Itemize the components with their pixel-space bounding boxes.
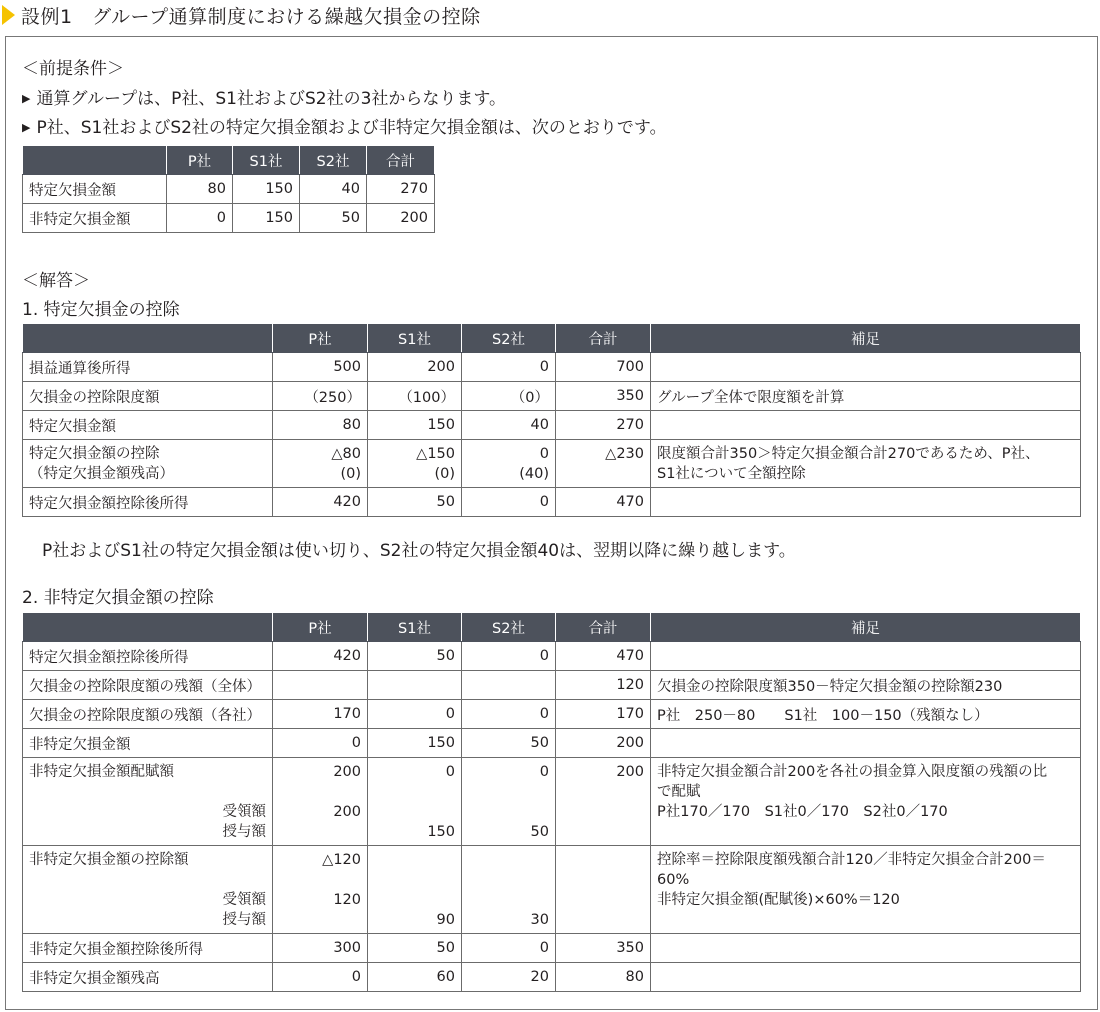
row-label bbox=[23, 440, 273, 488]
cell-p-line-1: 200 bbox=[333, 764, 361, 780]
cell-p-line-1: △80 bbox=[331, 445, 361, 462]
cell-p-line-2: 200 bbox=[333, 804, 361, 820]
cell-total: 200 bbox=[556, 729, 651, 758]
row-label-main: 非特定欠損金額配賦額 bbox=[29, 764, 174, 780]
premise-bullet-2 bbox=[22, 113, 667, 138]
row-label: 特定欠損金額控除後所得 bbox=[23, 642, 273, 671]
table-row bbox=[23, 353, 1081, 382]
premise-heading: ＜前提条件＞ bbox=[22, 59, 124, 79]
cell-s1: 150 bbox=[368, 411, 462, 440]
cell-note bbox=[651, 642, 1081, 671]
header-cell: 補足 bbox=[651, 613, 1081, 642]
cell-s2: 0 bbox=[462, 642, 556, 671]
cell-note-line-2: で配賦 bbox=[657, 784, 701, 800]
cell-p bbox=[273, 758, 368, 846]
cell-s2: 0 bbox=[462, 700, 556, 729]
premise-bullet-1 bbox=[22, 84, 506, 109]
cell-p bbox=[273, 671, 368, 700]
row-label: 欠損金の控除限度額 bbox=[23, 382, 273, 411]
cell-s1 bbox=[368, 671, 462, 700]
cell-s2 bbox=[462, 758, 556, 846]
cell-s1: （100） bbox=[368, 382, 462, 411]
cell-s1-line-1: 0 bbox=[445, 764, 455, 780]
cell-s1-line-3: 150 bbox=[427, 824, 455, 840]
cell-note bbox=[651, 411, 1081, 440]
cell-note: P社 250－80 S1社 100－150（残額なし） bbox=[651, 700, 1081, 729]
cell-s2: 20 bbox=[462, 963, 556, 992]
table-header-row bbox=[23, 146, 435, 175]
row-sublabel-given: 授与額 bbox=[222, 824, 266, 840]
table-row bbox=[23, 963, 1081, 992]
cell-total: 700 bbox=[556, 353, 651, 382]
cell: 50 bbox=[300, 204, 367, 233]
cell-total: 470 bbox=[556, 642, 651, 671]
cell-s1: 200 bbox=[368, 353, 462, 382]
row-label-line-1: 特定欠損金額の控除 bbox=[29, 445, 160, 462]
row-sublabel-given: 授与額 bbox=[222, 912, 266, 928]
cell-p bbox=[273, 846, 368, 934]
header-cell: P社 bbox=[273, 324, 368, 353]
row-label-line-2: （特定欠損金額残高） bbox=[29, 465, 174, 482]
cell-p: （250） bbox=[273, 382, 368, 411]
cell-note bbox=[651, 963, 1081, 992]
header-cell: S2社 bbox=[462, 324, 556, 353]
cell-total: 80 bbox=[556, 963, 651, 992]
cell-p: 0 bbox=[273, 729, 368, 758]
table-row bbox=[23, 488, 1081, 517]
header-cell: S2社 bbox=[300, 146, 367, 175]
row-sublabel-received: 受領額 bbox=[222, 892, 266, 908]
cell-s1: 50 bbox=[368, 642, 462, 671]
cell-s1: 150 bbox=[368, 729, 462, 758]
cell-p: 300 bbox=[273, 934, 368, 963]
header-cell: 補足 bbox=[651, 324, 1081, 353]
cell-total bbox=[556, 846, 651, 934]
specific-loss-table bbox=[22, 323, 1081, 517]
cell: 200 bbox=[367, 204, 435, 233]
row-sublabel-received: 受領額 bbox=[222, 804, 266, 820]
cell-p: 420 bbox=[273, 642, 368, 671]
page-title: 設例1 グループ通算制度における繰越欠損金の控除 bbox=[21, 5, 481, 28]
row-label bbox=[23, 846, 273, 934]
header-cell: S1社 bbox=[233, 146, 300, 175]
header-cell: 合計 bbox=[556, 324, 651, 353]
cell-s2: 40 bbox=[462, 411, 556, 440]
row-label: 欠損金の控除限度額の残額（全体） bbox=[23, 671, 273, 700]
cell-s1-line-1: △150 bbox=[416, 445, 455, 462]
cell-s1: 50 bbox=[368, 488, 462, 517]
header-cell bbox=[23, 613, 273, 642]
cell-s2-line-2: (40) bbox=[519, 465, 549, 482]
cell-s1 bbox=[368, 440, 462, 488]
header-cell: S1社 bbox=[368, 613, 462, 642]
table-row bbox=[23, 671, 1081, 700]
carryover-note: P社およびS1社の特定欠損金額は使い切り、S2社の特定欠損金額40は、翌期以降に繰り越します。 bbox=[42, 541, 796, 561]
cell-s2-line-3: 30 bbox=[530, 912, 549, 928]
cell-total: 470 bbox=[556, 488, 651, 517]
header-cell: 合計 bbox=[556, 613, 651, 642]
row-label: 非特定欠損金額 bbox=[23, 729, 273, 758]
header-cell: S1社 bbox=[368, 324, 462, 353]
table-header-row bbox=[23, 613, 1081, 642]
cell: 270 bbox=[367, 175, 435, 204]
header-cell bbox=[23, 324, 273, 353]
cell-total: △230 bbox=[556, 440, 651, 488]
cell-note-line-1: 控除率＝控除限度額残額合計120／非特定欠損金合計200＝ bbox=[657, 852, 1046, 868]
row-label: 欠損金の控除限度額の残額（各社） bbox=[23, 700, 273, 729]
cell-note: 欠損金の控除限度額350－特定欠損金額の控除額230 bbox=[651, 671, 1081, 700]
cell-s2: （0） bbox=[462, 382, 556, 411]
cell-total: 270 bbox=[556, 411, 651, 440]
cell-p: 500 bbox=[273, 353, 368, 382]
cell-s2-line-1: 0 bbox=[539, 764, 549, 780]
title-row bbox=[0, 0, 481, 30]
cell-s2 bbox=[462, 671, 556, 700]
header-cell: S2社 bbox=[462, 613, 556, 642]
cell-note: グループ全体で限度額を計算 bbox=[651, 382, 1081, 411]
answer-heading: ＜解答＞ bbox=[22, 271, 90, 291]
section-2-heading: 2. 非特定欠損金額の控除 bbox=[22, 588, 214, 608]
premise-table bbox=[22, 145, 435, 233]
table-row bbox=[23, 758, 1081, 846]
cell-note-line-2: 60% bbox=[657, 872, 690, 888]
cell-total: 170 bbox=[556, 700, 651, 729]
table-row bbox=[23, 382, 1081, 411]
cell-s2: 0 bbox=[462, 353, 556, 382]
premise-bullet-2-text: P社、S1社およびS2社の特定欠損金額および非特定欠損金額は、次のとおりです。 bbox=[36, 118, 667, 138]
table-row bbox=[23, 700, 1081, 729]
row-label: 損益通算後所得 bbox=[23, 353, 273, 382]
cell-note bbox=[651, 440, 1081, 488]
nonspecific-loss-table bbox=[22, 612, 1081, 992]
cell: 80 bbox=[167, 175, 233, 204]
table-row bbox=[23, 934, 1081, 963]
cell: 40 bbox=[300, 175, 367, 204]
cell-p: 80 bbox=[273, 411, 368, 440]
cell-s1: 50 bbox=[368, 934, 462, 963]
cell-note-line-1: 限度額合計350＞特定欠損金額合計270であるため、P社、 bbox=[657, 445, 1040, 462]
cell-note bbox=[651, 758, 1081, 846]
table-row bbox=[23, 846, 1081, 934]
header-cell bbox=[23, 146, 167, 175]
cell-p: 420 bbox=[273, 488, 368, 517]
cell-p-line-2: (0) bbox=[340, 465, 361, 482]
header-cell: 合計 bbox=[367, 146, 435, 175]
table-row bbox=[23, 440, 1081, 488]
row-label: 特定欠損金額 bbox=[23, 175, 167, 204]
cell-note-line-3: 非特定欠損金額(配賦後)×60%＝120 bbox=[657, 892, 900, 908]
cell-note bbox=[651, 353, 1081, 382]
table-header-row bbox=[23, 324, 1081, 353]
row-label: 特定欠損金額控除後所得 bbox=[23, 488, 273, 517]
cell: 150 bbox=[233, 175, 300, 204]
cell-s1-line-3: 90 bbox=[436, 912, 455, 928]
cell-p: 0 bbox=[273, 963, 368, 992]
cell-p: 170 bbox=[273, 700, 368, 729]
cell-note-line-2: S1社について全額控除 bbox=[657, 465, 806, 482]
table-row bbox=[23, 729, 1081, 758]
cell-s1-line-2: (0) bbox=[434, 465, 455, 482]
cell: 0 bbox=[167, 204, 233, 233]
cell-s2: 0 bbox=[462, 934, 556, 963]
row-label: 特定欠損金額 bbox=[23, 411, 273, 440]
cell-total: 350 bbox=[556, 382, 651, 411]
cell-s2-line-1: 0 bbox=[539, 445, 549, 462]
table-row bbox=[23, 204, 435, 233]
row-label: 非特定欠損金額残高 bbox=[23, 963, 273, 992]
cell-s1: 60 bbox=[368, 963, 462, 992]
cell-s2 bbox=[462, 440, 556, 488]
cell-s2-line-3: 50 bbox=[530, 824, 549, 840]
cell-total: 120 bbox=[556, 671, 651, 700]
cell-s2: 0 bbox=[462, 488, 556, 517]
cell-note-line-3: P社170／170 S1社0／170 S2社0／170 bbox=[657, 804, 948, 820]
table-row bbox=[23, 175, 435, 204]
cell-total: 350 bbox=[556, 934, 651, 963]
cell-note bbox=[651, 846, 1081, 934]
section-1-heading: 1. 特定欠損金の控除 bbox=[22, 300, 180, 320]
row-label-main: 非特定欠損金額の控除額 bbox=[29, 852, 189, 868]
row-label: 非特定欠損金額控除後所得 bbox=[23, 934, 273, 963]
cell-s1: 0 bbox=[368, 700, 462, 729]
cell-p bbox=[273, 440, 368, 488]
cell-note-line-1: 非特定欠損金額合計200を各社の損金算入限度額の残額の比 bbox=[657, 764, 1048, 780]
table-row bbox=[23, 411, 1081, 440]
cell-s2: 50 bbox=[462, 729, 556, 758]
row-label: 非特定欠損金額 bbox=[23, 204, 167, 233]
cell-note bbox=[651, 488, 1081, 517]
cell-p-line-2: 120 bbox=[333, 892, 361, 908]
cell: 150 bbox=[233, 204, 300, 233]
cell-s1 bbox=[368, 758, 462, 846]
cell-total: 200 bbox=[556, 758, 651, 846]
row-label bbox=[23, 758, 273, 846]
triangle-marker-icon bbox=[2, 5, 15, 25]
premise-bullet-1-text: 通算グループは、P社、S1社およびS2社の3社からなります。 bbox=[36, 89, 507, 109]
cell-note bbox=[651, 729, 1081, 758]
cell-p-line-1: △120 bbox=[322, 852, 361, 868]
header-cell: P社 bbox=[273, 613, 368, 642]
cell-s2 bbox=[462, 846, 556, 934]
cell-s1 bbox=[368, 846, 462, 934]
cell-note bbox=[651, 934, 1081, 963]
table-row bbox=[23, 642, 1081, 671]
header-cell: P社 bbox=[167, 146, 233, 175]
